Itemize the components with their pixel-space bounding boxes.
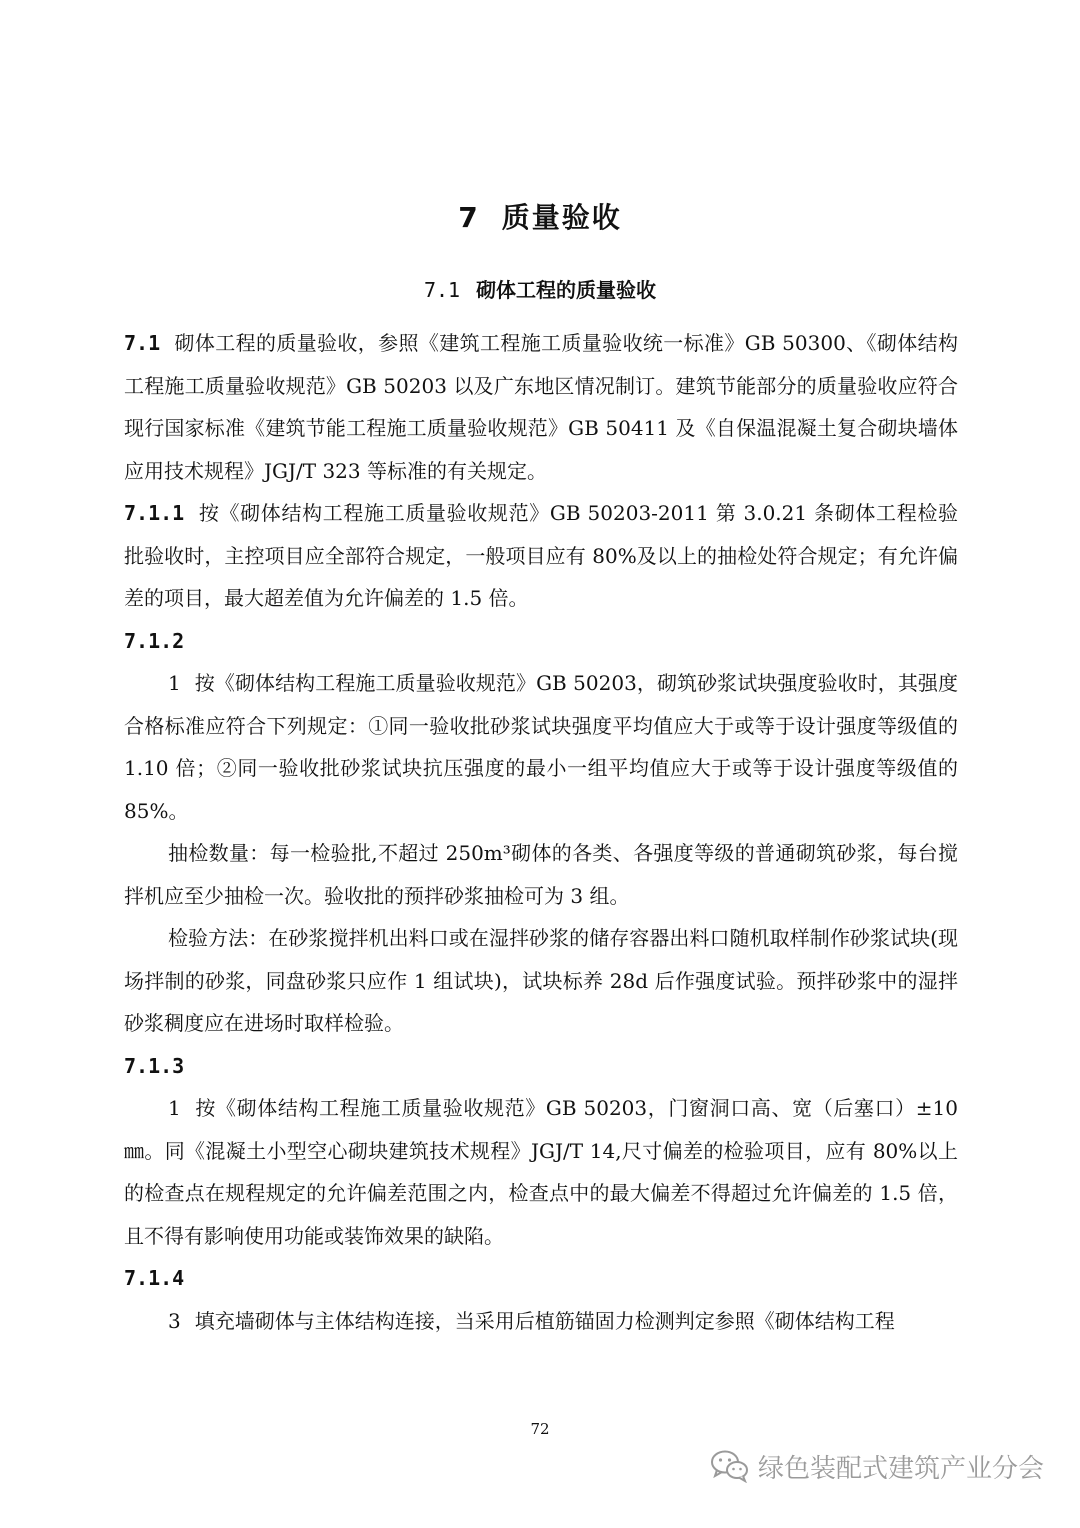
clause-number: 7.1.2: [124, 628, 185, 653]
paragraph: [124, 322, 958, 492]
paragraph: [124, 917, 958, 1045]
paragraph: [124, 1257, 958, 1300]
paragraph-text: 按《砌体结构工程施工质量验收规范》GB 50203，门窗洞口高、宽（后塞口）±10㎜。同《混凝土小型空心砌块建筑技术规程》JGJ/T 14,尺寸偏差的检验项目，应有 80%以上的检查点在规程规定的允许偏差范围之内，检查点中的最大偏差不得超过允许偏差的 1.5 倍，且不得有影响使用功能或装饰效果的缺陷。: [124, 1096, 958, 1248]
section-number: 7.1: [423, 278, 461, 302]
clause-number: 7.1.4: [124, 1266, 185, 1290]
paragraph-text: 检验方法：在砂浆搅拌机出料口或在湿拌砂浆的储存容器出料口随机取样制作砂浆试块(现场拌制的砂浆，同盘砂浆只应作 1 组试块)，试块标养 28d 后作强度试验。预拌砂浆中的湿拌砂浆稠度应在进场时取样检验。: [124, 926, 958, 1035]
chapter-number: 7: [458, 201, 480, 234]
paragraph: [124, 662, 958, 832]
section-name: 砌体工程的质量验收: [476, 278, 657, 302]
paragraph: [124, 492, 958, 620]
chapter-name: 质量验收: [501, 201, 622, 234]
section-title: [0, 274, 1080, 303]
paragraph: [124, 620, 958, 663]
clause-number: 7.1: [124, 331, 161, 355]
paragraph-text: 抽检数量：每一检验批,不超过 250m³砌体的各类、各强度等级的普通砌筑砂浆，每台搅拌机应至少抽检一次。验收批的预拌砂浆抽检可为 3 组。: [124, 841, 958, 908]
paragraph: [124, 1087, 958, 1257]
paragraph: [124, 832, 958, 917]
item-number: 3: [168, 1308, 181, 1333]
paragraph: [124, 1300, 958, 1343]
paragraph: [124, 1045, 958, 1088]
wechat-icon: [710, 1449, 750, 1483]
document-body: [124, 322, 958, 1342]
watermark: [710, 1446, 1044, 1486]
paragraph-text: 按《砌体结构工程施工质量验收规范》GB 50203，砌筑砂浆试块强度验收时，其强度合格标准应符合下列规定：①同一验收批砂浆试块强度平均值应大于或等于设计强度等级值的 1.10 倍；②同一验收批砂浆试块抗压强度的最小一组平均值应大于或等于设计强度等级值的 85%。: [124, 671, 958, 823]
item-number: 1: [168, 1096, 181, 1120]
clause-number: 7.1.1: [124, 501, 185, 525]
paragraph-text: 砌体工程的质量验收，参照《建筑工程施工质量验收统一标准》GB 50300、《砌体结构工程施工质量验收规范》GB 50203 以及广东地区情况制订。建筑节能部分的质量验收应符合现行国家标准《建筑节能工程施工质量验收规范》GB 50411 及《自保温混凝土复合砌块墙体应用技术规程》JGJ/T 323 等标准的有关规定。: [124, 331, 958, 483]
paragraph-text: 填充墙砌体与主体结构连接，当采用后植筋锚固力检测判定参照《砌体结构工程: [194, 1308, 895, 1333]
item-number: 1: [168, 671, 181, 695]
page-number: 72: [530, 1420, 550, 1438]
watermark-text: 绿色装配式建筑产业分会: [757, 1453, 1044, 1484]
clause-number: 7.1.3: [124, 1053, 185, 1078]
chapter-title: [0, 196, 1080, 236]
paragraph-text: 按《砌体结构工程施工质量验收规范》GB 50203-2011 第 3.0.21 条砌体工程检验批验收时，主控项目应全部符合规定，一般项目应有 80%及以上的抽检处符合规定；有允许偏差的项目，最大超差值为允许偏差的 1.5 倍。: [124, 501, 958, 610]
